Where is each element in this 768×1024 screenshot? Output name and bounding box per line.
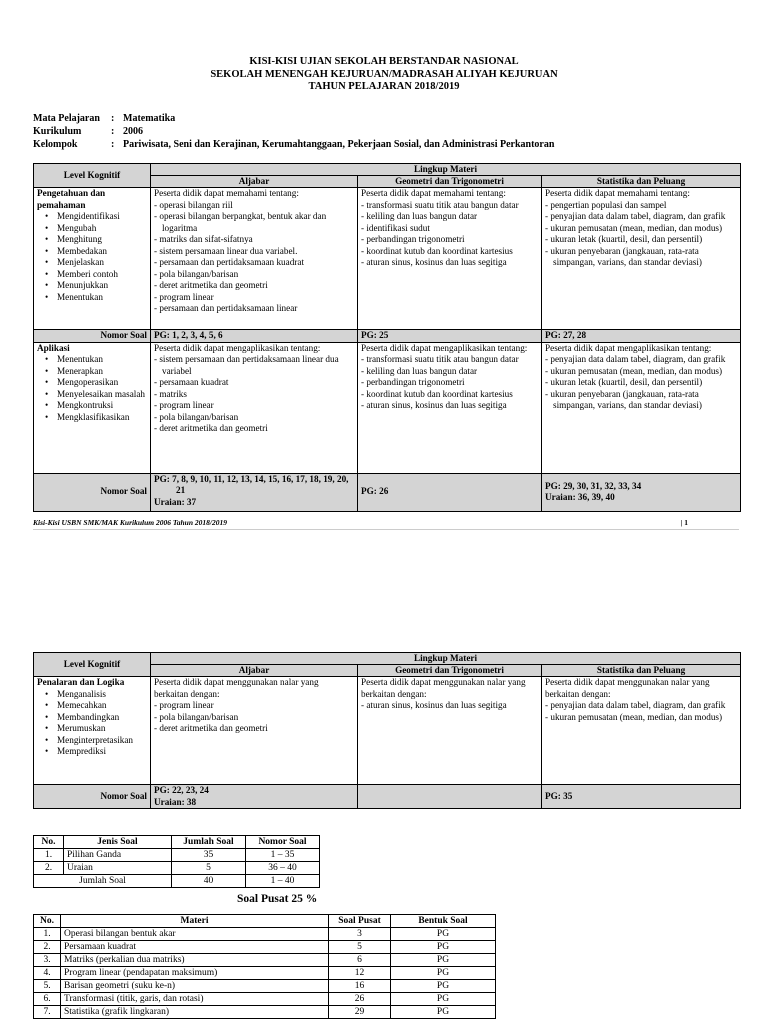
list-item: - sistem persamaan dan pertidaksamaan linear dua variabel <box>154 354 339 376</box>
level-bullets <box>37 211 147 303</box>
list-item: - aturan sinus, kosinus dan luas segitiga <box>361 700 507 710</box>
table-cell: 1 – 40 <box>246 875 320 888</box>
table-cell: 5. <box>34 980 61 993</box>
list-item: - persamaan dan pertidaksamaan linear <box>154 303 298 313</box>
meta-row <box>33 112 554 125</box>
meta-key: Kurikulum <box>33 126 82 137</box>
aljabar-cell <box>151 188 358 330</box>
meta-row <box>33 125 554 138</box>
list-item: • Mengkontruksi <box>57 400 147 412</box>
nomor-aljabar-uraian: Uraian: 37 <box>154 496 197 507</box>
statistika-header: Statistika dan Peluang <box>542 665 741 677</box>
table-row <box>34 849 320 862</box>
list-item: - pola bilangan/barisan <box>154 711 239 722</box>
table-row <box>34 954 496 967</box>
table-cell: Statistika (grafik lingkaran) <box>61 1006 329 1019</box>
list-item: • Memprediksi <box>57 746 147 758</box>
table-cell: 26 <box>329 993 391 1006</box>
nomor-soal-row <box>34 785 741 809</box>
list-item: • Menyelesaikan masalah <box>57 389 147 401</box>
nomor-soal-label: Nomor Soal <box>34 785 151 809</box>
list-item: • Menentukan <box>57 354 147 366</box>
geometri-cell <box>358 677 542 785</box>
list-item: - ukuran pemusatan (mean, median, dan modus) <box>545 222 723 233</box>
list-item: - deret aritmetika dan geometri <box>154 280 268 290</box>
level-title: Pengetahuan dan pemahaman <box>37 188 106 210</box>
table-header: No. <box>34 915 61 928</box>
aljabar-header: Aljabar <box>151 665 358 677</box>
soal-pusat-title: Soal Pusat 25 % <box>237 893 318 905</box>
list-item: - operasi bilangan berpangkat, bentuk akar dan logaritma <box>154 211 327 233</box>
table-cell: PG <box>391 954 496 967</box>
meta-value: Pariwisata, Seni dan Kerajinan, Kerumahtanggaan, Pekerjaan Sosial, dan Administrasi Perkantoran <box>123 139 555 150</box>
list-item: • Mengubah <box>57 223 147 235</box>
table-cell: 1. <box>34 849 64 862</box>
level-title: Aplikasi <box>37 342 70 353</box>
list-item: - identifikasi sudut <box>361 222 430 233</box>
list-item: - keliling dan luas bangun datar <box>361 211 478 221</box>
soal-pusat-table <box>33 914 496 1019</box>
aljabar-cell <box>151 677 358 785</box>
list-item: - ukuran penyebaran (jangkauan, rata-rata simpangan, varians, dan standar deviasi) <box>545 245 702 267</box>
list-item: - persamaan dan pertidaksamaan kuadrat <box>154 257 304 267</box>
aljabar-list <box>154 354 354 435</box>
table-cell: Operasi bilangan bentuk akar <box>61 928 329 941</box>
list-item: - transformasi suatu titik atau bangun datar <box>361 199 519 210</box>
list-item: • Menerapkan <box>57 366 147 378</box>
nomor-aljabar <box>151 473 358 511</box>
nomor-aljabar: PG: 1, 2, 3, 4, 5, 6 <box>151 330 358 343</box>
list-item: - pengertian populasi dan sampel <box>545 199 667 210</box>
cell-intro: Peserta didik dapat menggunakan nalar yang berkaitan dengan: <box>154 677 319 699</box>
geometri-list <box>361 700 538 712</box>
level-cell <box>34 342 151 473</box>
table-cell: Matriks (perkalian dua matriks) <box>61 954 329 967</box>
meta-colon: : <box>111 126 115 137</box>
geometri-list <box>361 354 538 412</box>
footer-divider <box>33 529 739 530</box>
list-item: - pola bilangan/barisan <box>154 411 239 422</box>
list-item: - ukuran penyebaran (jangkauan, rata-rata simpangan, varians, dan standar deviasi) <box>545 388 702 410</box>
table-cell: 7. <box>34 1006 61 1019</box>
table-cell: 6. <box>34 993 61 1006</box>
list-item: • Menghitung <box>57 234 147 246</box>
cell-intro: Peserta didik dapat mengaplikasikan tentang: <box>154 342 321 353</box>
table-cell: Program linear (pendapatan maksimum) <box>61 967 329 980</box>
table-cell: 5 <box>329 941 391 954</box>
meta-key: Mata Pelajaran <box>33 113 100 124</box>
kisi-table-1 <box>33 163 741 512</box>
list-item: - pola bilangan/barisan <box>154 268 239 279</box>
statistika-list <box>545 700 737 723</box>
list-item: - perbandingan trigonometri <box>361 377 465 387</box>
table-cell: 16 <box>329 980 391 993</box>
table-row <box>34 941 496 954</box>
meta-value: Matematika <box>123 113 176 124</box>
cell-intro: Peserta didik dapat memahami tentang: <box>154 188 299 198</box>
list-item: • Mengklasifikasikan <box>57 412 147 424</box>
list-item: • Mengidentifikasi <box>57 211 147 223</box>
list-item: • Menunjukkan <box>57 280 147 292</box>
level-kognitif-header: Level Kognitif <box>34 653 151 677</box>
statistika-list <box>545 354 737 412</box>
list-item: - ukuran pemusatan (mean, median, dan modus) <box>545 711 723 722</box>
table-header: Jumlah Soal <box>172 836 246 849</box>
list-item: • Menganalisis <box>57 689 147 701</box>
list-item: • Membedakan <box>57 246 147 258</box>
table-header: Soal Pusat <box>329 915 391 928</box>
table-cell: 5 <box>172 862 246 875</box>
level-kognitif-header: Level Kognitif <box>34 164 151 188</box>
list-item: - ukuran letak (kuartil, desil, dan persentil) <box>545 377 703 387</box>
cell-intro: Peserta didik dapat memahami tentang: <box>545 188 690 198</box>
table-header: No. <box>34 836 64 849</box>
table-header: Bentuk Soal <box>391 915 496 928</box>
list-item: - sistem persamaan linear dua variabel. <box>154 245 298 256</box>
aljabar-list <box>154 700 354 735</box>
nomor-statistika <box>542 473 741 511</box>
table-cell: 29 <box>329 1006 391 1019</box>
nomor-soal-row <box>34 473 741 511</box>
table-cell: PG <box>391 941 496 954</box>
table-cell: 1 – 35 <box>246 849 320 862</box>
aljabar-header: Aljabar <box>151 176 358 188</box>
list-item: - koordinat kutub dan koordinat kartesius <box>361 388 513 399</box>
table-header: Nomor Soal <box>246 836 320 849</box>
statistika-cell <box>542 188 741 330</box>
list-item: - matriks dan sifat-sifatnya <box>154 234 253 244</box>
table-cell: PG <box>391 928 496 941</box>
statistika-header: Statistika dan Peluang <box>542 176 741 188</box>
list-item: - operasi bilangan riil <box>154 199 233 210</box>
table-cell: Jumlah Soal <box>34 875 172 888</box>
table-row <box>34 993 496 1006</box>
list-item: - koordinat kutub dan koordinat kartesius <box>361 245 513 256</box>
list-item: - persamaan kuadrat <box>154 377 229 387</box>
table-row <box>34 980 496 993</box>
table-cell: 12 <box>329 967 391 980</box>
header-line-1: KISI-KISI UJIAN SEKOLAH BERSTANDAR NASIONAL <box>249 56 519 67</box>
list-item: - perbandingan trigonometri <box>361 234 465 244</box>
list-item: - ukuran pemusatan (mean, median, dan modus) <box>545 365 723 376</box>
table-cell: 6 <box>329 954 391 967</box>
list-item: - transformasi suatu titik atau bangun datar <box>361 354 519 364</box>
list-item: - matriks <box>154 388 187 399</box>
list-item: • Memberi contoh <box>57 269 147 281</box>
list-item: • Memecahkan <box>57 700 147 712</box>
kisi-table-2 <box>33 652 741 809</box>
nomor-statistika-pg: PG: 29, 30, 31, 32, 33, 34 <box>545 480 642 491</box>
nomor-geometri <box>358 785 542 809</box>
list-item: • Merumuskan <box>57 723 147 735</box>
table-cell: 4. <box>34 967 61 980</box>
lingkup-materi-header: Lingkup Materi <box>151 164 741 176</box>
table-cell: Persamaan kuadrat <box>61 941 329 954</box>
cell-intro: Peserta didik dapat menggunakan nalar yang berkaitan dengan: <box>361 677 526 699</box>
statistika-cell <box>542 342 741 473</box>
list-item: - ukuran letak (kuartil, desil, dan persentil) <box>545 234 703 244</box>
list-item: - program linear <box>154 400 214 410</box>
table-cell: 3 <box>329 928 391 941</box>
table-row <box>34 862 320 875</box>
list-item: - penyajian data dalam tabel, diagram, dan grafik <box>545 354 726 364</box>
geometri-list <box>361 200 538 269</box>
list-item: - program linear <box>154 700 214 710</box>
nomor-aljabar <box>151 785 358 809</box>
list-item: - aturan sinus, kosinus dan luas segitiga <box>361 400 507 410</box>
list-item: - program linear <box>154 291 214 302</box>
nomor-statistika: PG: 27, 28 <box>542 330 741 343</box>
table-cell: 2. <box>34 862 64 875</box>
table-cell: Barisan geometri (suku ke-n) <box>61 980 329 993</box>
geometri-header: Geometri dan Trigonometri <box>358 665 542 677</box>
lingkup-materi-header: Lingkup Materi <box>151 653 741 665</box>
list-item: • Menentukan <box>57 292 147 304</box>
level-bullets <box>37 689 147 758</box>
table-row <box>34 967 496 980</box>
page-gap <box>0 545 768 645</box>
nomor-soal-row <box>34 330 741 343</box>
meta-colon: : <box>111 139 115 150</box>
nomor-statistika: PG: 35 <box>542 785 741 809</box>
table-cell: 2. <box>34 941 61 954</box>
table-cell: 3. <box>34 954 61 967</box>
nomor-soal-label: Nomor Soal <box>34 473 151 511</box>
aljabar-list <box>154 200 354 315</box>
nomor-aljabar-pg: PG: 22, 23, 24 <box>154 785 209 795</box>
table-cell: Pilihan Ganda <box>64 849 172 862</box>
list-item: - deret aritmetika dan geometri <box>154 423 268 433</box>
geometri-cell <box>358 342 542 473</box>
page-number: | 1 <box>680 518 688 527</box>
aljabar-cell <box>151 342 358 473</box>
cell-intro: Peserta didik dapat menggunakan nalar yang berkaitan dengan: <box>545 677 710 699</box>
statistika-list <box>545 200 737 269</box>
cell-intro: Peserta didik dapat mengaplikasikan tentang: <box>361 342 528 353</box>
table-cell: 1. <box>34 928 61 941</box>
list-item: - aturan sinus, kosinus dan luas segitiga <box>361 257 507 267</box>
list-item: - penyajian data dalam tabel, diagram, dan grafik <box>545 211 726 221</box>
level-bullets <box>37 354 147 423</box>
meta-key: Kelompok <box>33 139 78 150</box>
penalaran-row <box>34 677 741 785</box>
nomor-statistika-uraian: Uraian: 36, 39, 40 <box>545 492 615 502</box>
table-total-row <box>34 875 320 888</box>
list-item: • Menjelaskan <box>57 257 147 269</box>
table-header: Jenis Soal <box>64 836 172 849</box>
list-item: • Menginterpretasikan <box>57 735 147 747</box>
page-footer: Kisi-Kisi USBN SMK/MAK Kurikulum 2006 Tahun 2018/2019 <box>33 518 227 527</box>
header-line-3: TAHUN PELAJARAN 2018/2019 <box>308 81 460 92</box>
nomor-geometri: PG: 25 <box>358 330 542 343</box>
nomor-geometri: PG: 26 <box>358 473 542 511</box>
geometri-cell <box>358 188 542 330</box>
list-item: - penyajian data dalam tabel, diagram, dan grafik <box>545 700 726 710</box>
level-cell <box>34 188 151 330</box>
table-cell: 36 – 40 <box>246 862 320 875</box>
cell-intro: Peserta didik dapat memahami tentang: <box>361 188 506 198</box>
table-cell: Uraian <box>64 862 172 875</box>
geometri-header: Geometri dan Trigonometri <box>358 176 542 188</box>
meta-colon: : <box>111 113 115 124</box>
statistika-cell <box>542 677 741 785</box>
jenis-soal-table <box>33 835 320 888</box>
table-header: Materi <box>61 915 329 928</box>
nomor-aljabar-pg: PG: 7, 8, 9, 10, 11, 12, 13, 14, 15, 16, 17, 18, 19, 20, 21 <box>154 473 349 495</box>
meta-row <box>33 138 554 151</box>
level-title: Penalaran dan Logika <box>37 677 125 687</box>
list-item: • Membandingkan <box>57 712 147 724</box>
table-cell: PG <box>391 993 496 1006</box>
table-cell: 40 <box>172 875 246 888</box>
table-cell: PG <box>391 967 496 980</box>
aplikasi-row <box>34 342 741 473</box>
header-line-2: SEKOLAH MENENGAH KEJURUAN/MADRASAH ALIYAH KEJURUAN <box>210 68 558 80</box>
meta-value: 2006 <box>123 126 143 137</box>
table-row <box>34 928 496 941</box>
document-header <box>0 56 768 94</box>
cell-intro: Peserta didik dapat mengaplikasikan tentang: <box>545 342 712 353</box>
list-item: - keliling dan luas bangun datar <box>361 365 478 376</box>
table-cell: Transformasi (titik, garis, dan rotasi) <box>61 993 329 1006</box>
table-row <box>34 1006 496 1019</box>
nomor-soal-label: Nomor Soal <box>34 330 151 343</box>
list-item: - deret aritmetika dan geometri <box>154 723 268 733</box>
pengetahuan-row <box>34 188 741 330</box>
document-meta <box>33 112 554 151</box>
list-item: • Mengoperasikan <box>57 377 147 389</box>
table-cell: 35 <box>172 849 246 862</box>
table-cell: PG <box>391 980 496 993</box>
level-cell <box>34 677 151 785</box>
nomor-aljabar-uraian: Uraian: 38 <box>154 796 197 807</box>
table-cell: PG <box>391 1006 496 1019</box>
